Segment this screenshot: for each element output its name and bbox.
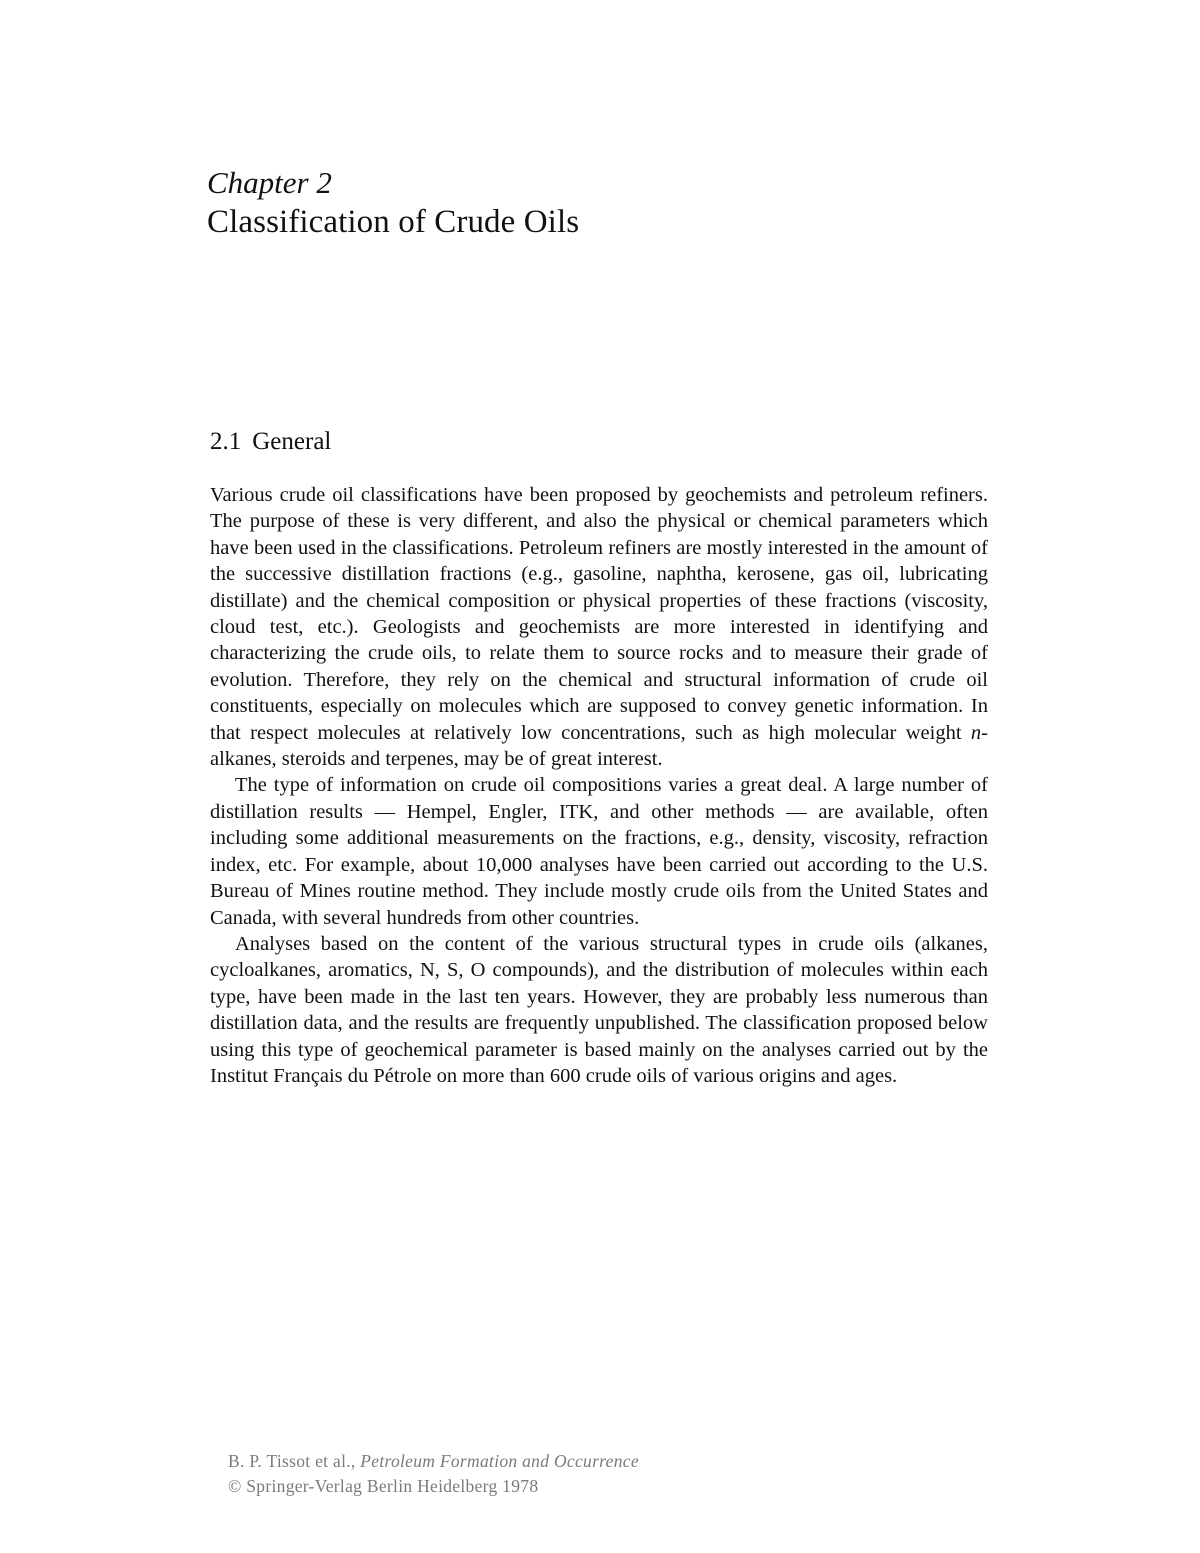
section-number: 2.1	[210, 428, 242, 455]
paragraph-1-text-before: Various crude oil classifications have been proposed by geochemists and petroleum refiners. The purpose of these is very different, and also the physical or chemical parameters which have been used in the classifications. Petroleum refiners are mostly interested in the amount of the successive distillation fractions (e.g., gasoline, naphtha, kerosene, gas oil, lubricating distillate) and the chemical composition or physical properties of these fractions (viscosity, cloud test, etc.). Geologists and geochemists are more interested in identifying and characterizing the crude oils, to relate them to source rocks and to measure their grade of evolution. Therefore, they rely on the chemical and structural information of crude oil constituents, especially on molecules which are supposed to convey genetic information. In that respect molecules at relatively low concentrations, such as high molecular weight	[210, 484, 988, 744]
paragraph-2: The type of information on crude oil compositions varies a great deal. A large number of distillation results — Hempel, Engler, ITK, and other methods — are available, often including some additional measurements on the fractions, e.g., density, viscosity, refraction index, etc. For example, about 10,000 analyses have been carried out according to the U.S. Bureau of Mines routine method. They include mostly crude oils from the United States and Canada, with several hundreds from other countries.	[210, 774, 988, 929]
paragraph-1	[210, 482, 988, 772]
section-title: General	[252, 428, 332, 455]
paragraph-1-text-after: -alkanes, steroids and terpenes, may be of great interest.	[210, 721, 988, 771]
section-heading	[210, 426, 331, 458]
paragraph-3: Analyses based on the content of the various structural types in crude oils (alkanes, cycloalkanes, aromatics, N, S, O compounds), and the distribution of molecules within each type, have been made in the last ten years. However, they are probably less numerous than distillation data, and the results are frequently unpublished. The classification proposed below using this type of geochemical parameter is based mainly on the analyses carried out by the Institut Français du Pétrole on more than 600 crude oils of various origins and ages.	[210, 932, 988, 1087]
citation-line	[228, 1449, 639, 1474]
citation-authors: B. P. Tissot et al.,	[228, 1451, 361, 1471]
copyright-line: © Springer-Verlag Berlin Heidelberg 1978	[228, 1476, 539, 1496]
body-text	[210, 482, 988, 1089]
paragraph-1-italic-n: n	[970, 721, 982, 744]
chapter-label: Chapter 2	[207, 165, 332, 200]
chapter-title: Classification of Crude Oils	[207, 204, 580, 240]
citation-book-title: Petroleum Formation and Occurrence	[360, 1451, 639, 1471]
copyright-footer	[228, 1449, 639, 1499]
